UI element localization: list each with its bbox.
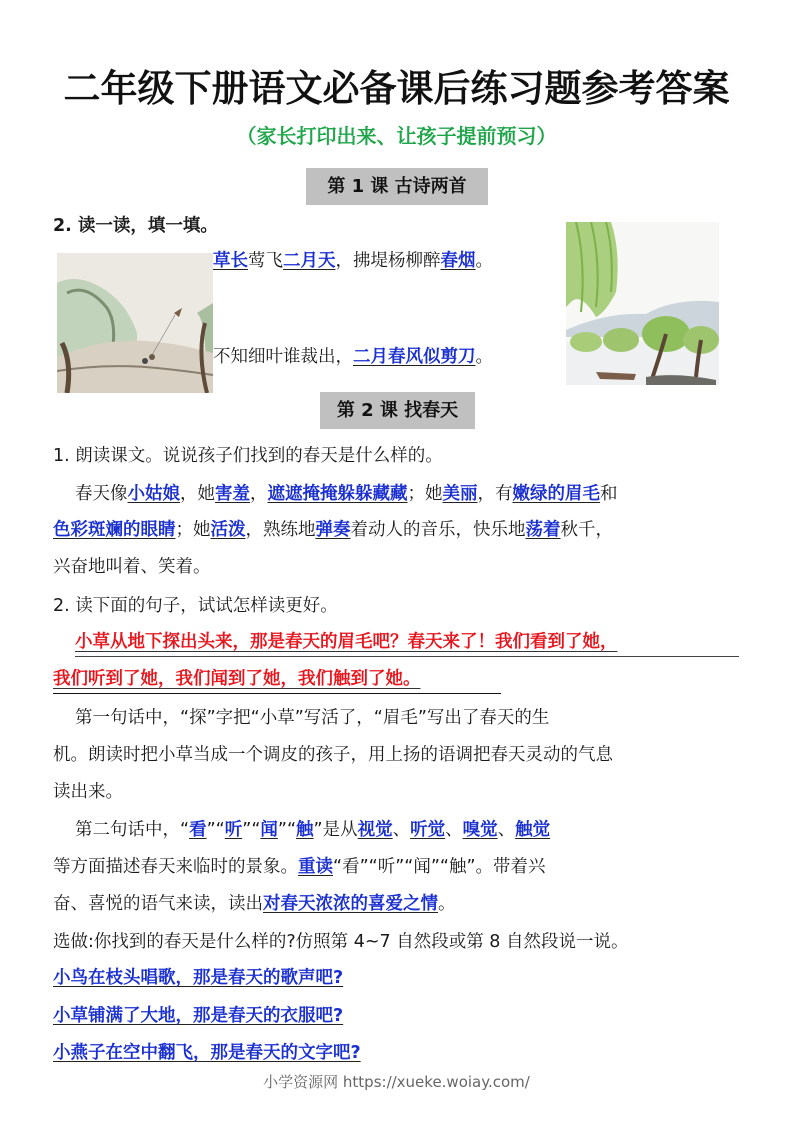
answer-blank: 害羞 — [215, 484, 250, 504]
answer-blank: 弹奏 — [315, 520, 351, 540]
optional-answer-1: 小鸟在枝头唱歌，那是春天的歌声吧? — [53, 968, 344, 988]
optional-question: 选做:你找到的春天是什么样的?仿照第 4~7 自然段或第 8 自然段说一说。 — [53, 932, 629, 952]
answer-blank: 美丽 — [442, 484, 478, 504]
q1-answer-line-1: 春天像小姑娘，她害羞，遮遮掩掩躲躲藏藏；她美丽，有嫩绿的眉毛和 — [75, 484, 618, 504]
lesson2-question-1: 1. 朗读课文。说说孩子们找到的春天是什么样的。 — [53, 446, 443, 466]
lesson1-heading: 第 1 课 古诗两首 — [306, 168, 488, 205]
poem-line-1: 草长莺飞二月天，拂堤杨柳醉春烟。 — [213, 251, 493, 271]
optional-answer-2: 小草铺满了大地，那是春天的衣服吧? — [53, 1006, 344, 1026]
document-title: 二年级下册语文必备课后练习题参考答案 — [63, 67, 730, 110]
willow-lake-painting-icon — [566, 222, 719, 385]
para1-line-2: 机。朗读时把小草当成一个调皮的孩子，用上扬的语调把春天灵动的气息 — [53, 745, 613, 765]
answer-blank: 荡着 — [525, 520, 561, 540]
q1-answer-line-3: 兴奋地叫着、笑着。 — [53, 557, 211, 577]
ink-painting-image — [57, 253, 213, 393]
answer-blank: 小姑娘 — [127, 484, 180, 504]
optional-answer-3: 小燕子在空中翻飞，那是春天的文字吧? — [53, 1043, 361, 1063]
para2-line-1: 第二句话中，“看”“听”“闻”“触”是从视觉、听觉、嗅觉、触觉 — [75, 820, 551, 840]
para1-line-3: 读出来。 — [53, 782, 123, 802]
answer-blank: 春烟 — [440, 251, 476, 271]
q2-sentence-line-1: 小草从地下探出头来，那是春天的眉毛吧？春天来了！我们看到了她， — [75, 630, 739, 657]
answer-blank: 草长 — [213, 251, 248, 271]
para1-line-1: 第一句话中，“探”字把“小草”写活了，“眉毛”写出了春天的生 — [75, 708, 550, 728]
q1-answer-line-2: 色彩斑斓的眼睛；她活泼，熟练地弹奏着动人的音乐，快乐地荡着秋千， — [53, 520, 613, 540]
answer-blank: 二月天 — [283, 251, 336, 271]
document-subtitle: （家长打印出来、让孩子提前预习） — [236, 124, 557, 148]
para2-line-3: 奋、喜悦的语气来读，读出对春天浓浓的喜爱之情。 — [53, 894, 456, 914]
lesson1-question: 2. 读一读，填一填。 — [53, 216, 218, 236]
q2-sentence-line-2: 我们听到了她，我们闻到了她，我们触到了她。 — [53, 667, 501, 694]
answer-blank: 二月春风似剪刀 — [353, 347, 476, 367]
footer-watermark: 小学资源网 https://xueke.woiay.com/ — [263, 1073, 530, 1091]
answer-blank: 色彩斑斓的眼睛 — [53, 520, 176, 540]
answer-blank: 遮遮掩掩躲躲藏藏 — [267, 484, 408, 504]
answer-blank: 嫩绿的眉毛 — [512, 484, 600, 504]
lesson2-question-2: 2. 读下面的句子，试试怎样读更好。 — [53, 596, 338, 616]
kite-willow-painting-icon — [57, 253, 213, 393]
poem-line-2: 不知细叶谁裁出，二月春风似剪刀。 — [213, 347, 493, 367]
lesson2-heading: 第 2 课 找春天 — [320, 392, 475, 429]
watercolor-willow-image — [566, 222, 719, 385]
answer-blank: 活泼 — [210, 520, 246, 540]
para2-line-2: 等方面描述春天来临时的景象。重读“看”“听”“闻”“触”。带着兴 — [53, 857, 546, 877]
